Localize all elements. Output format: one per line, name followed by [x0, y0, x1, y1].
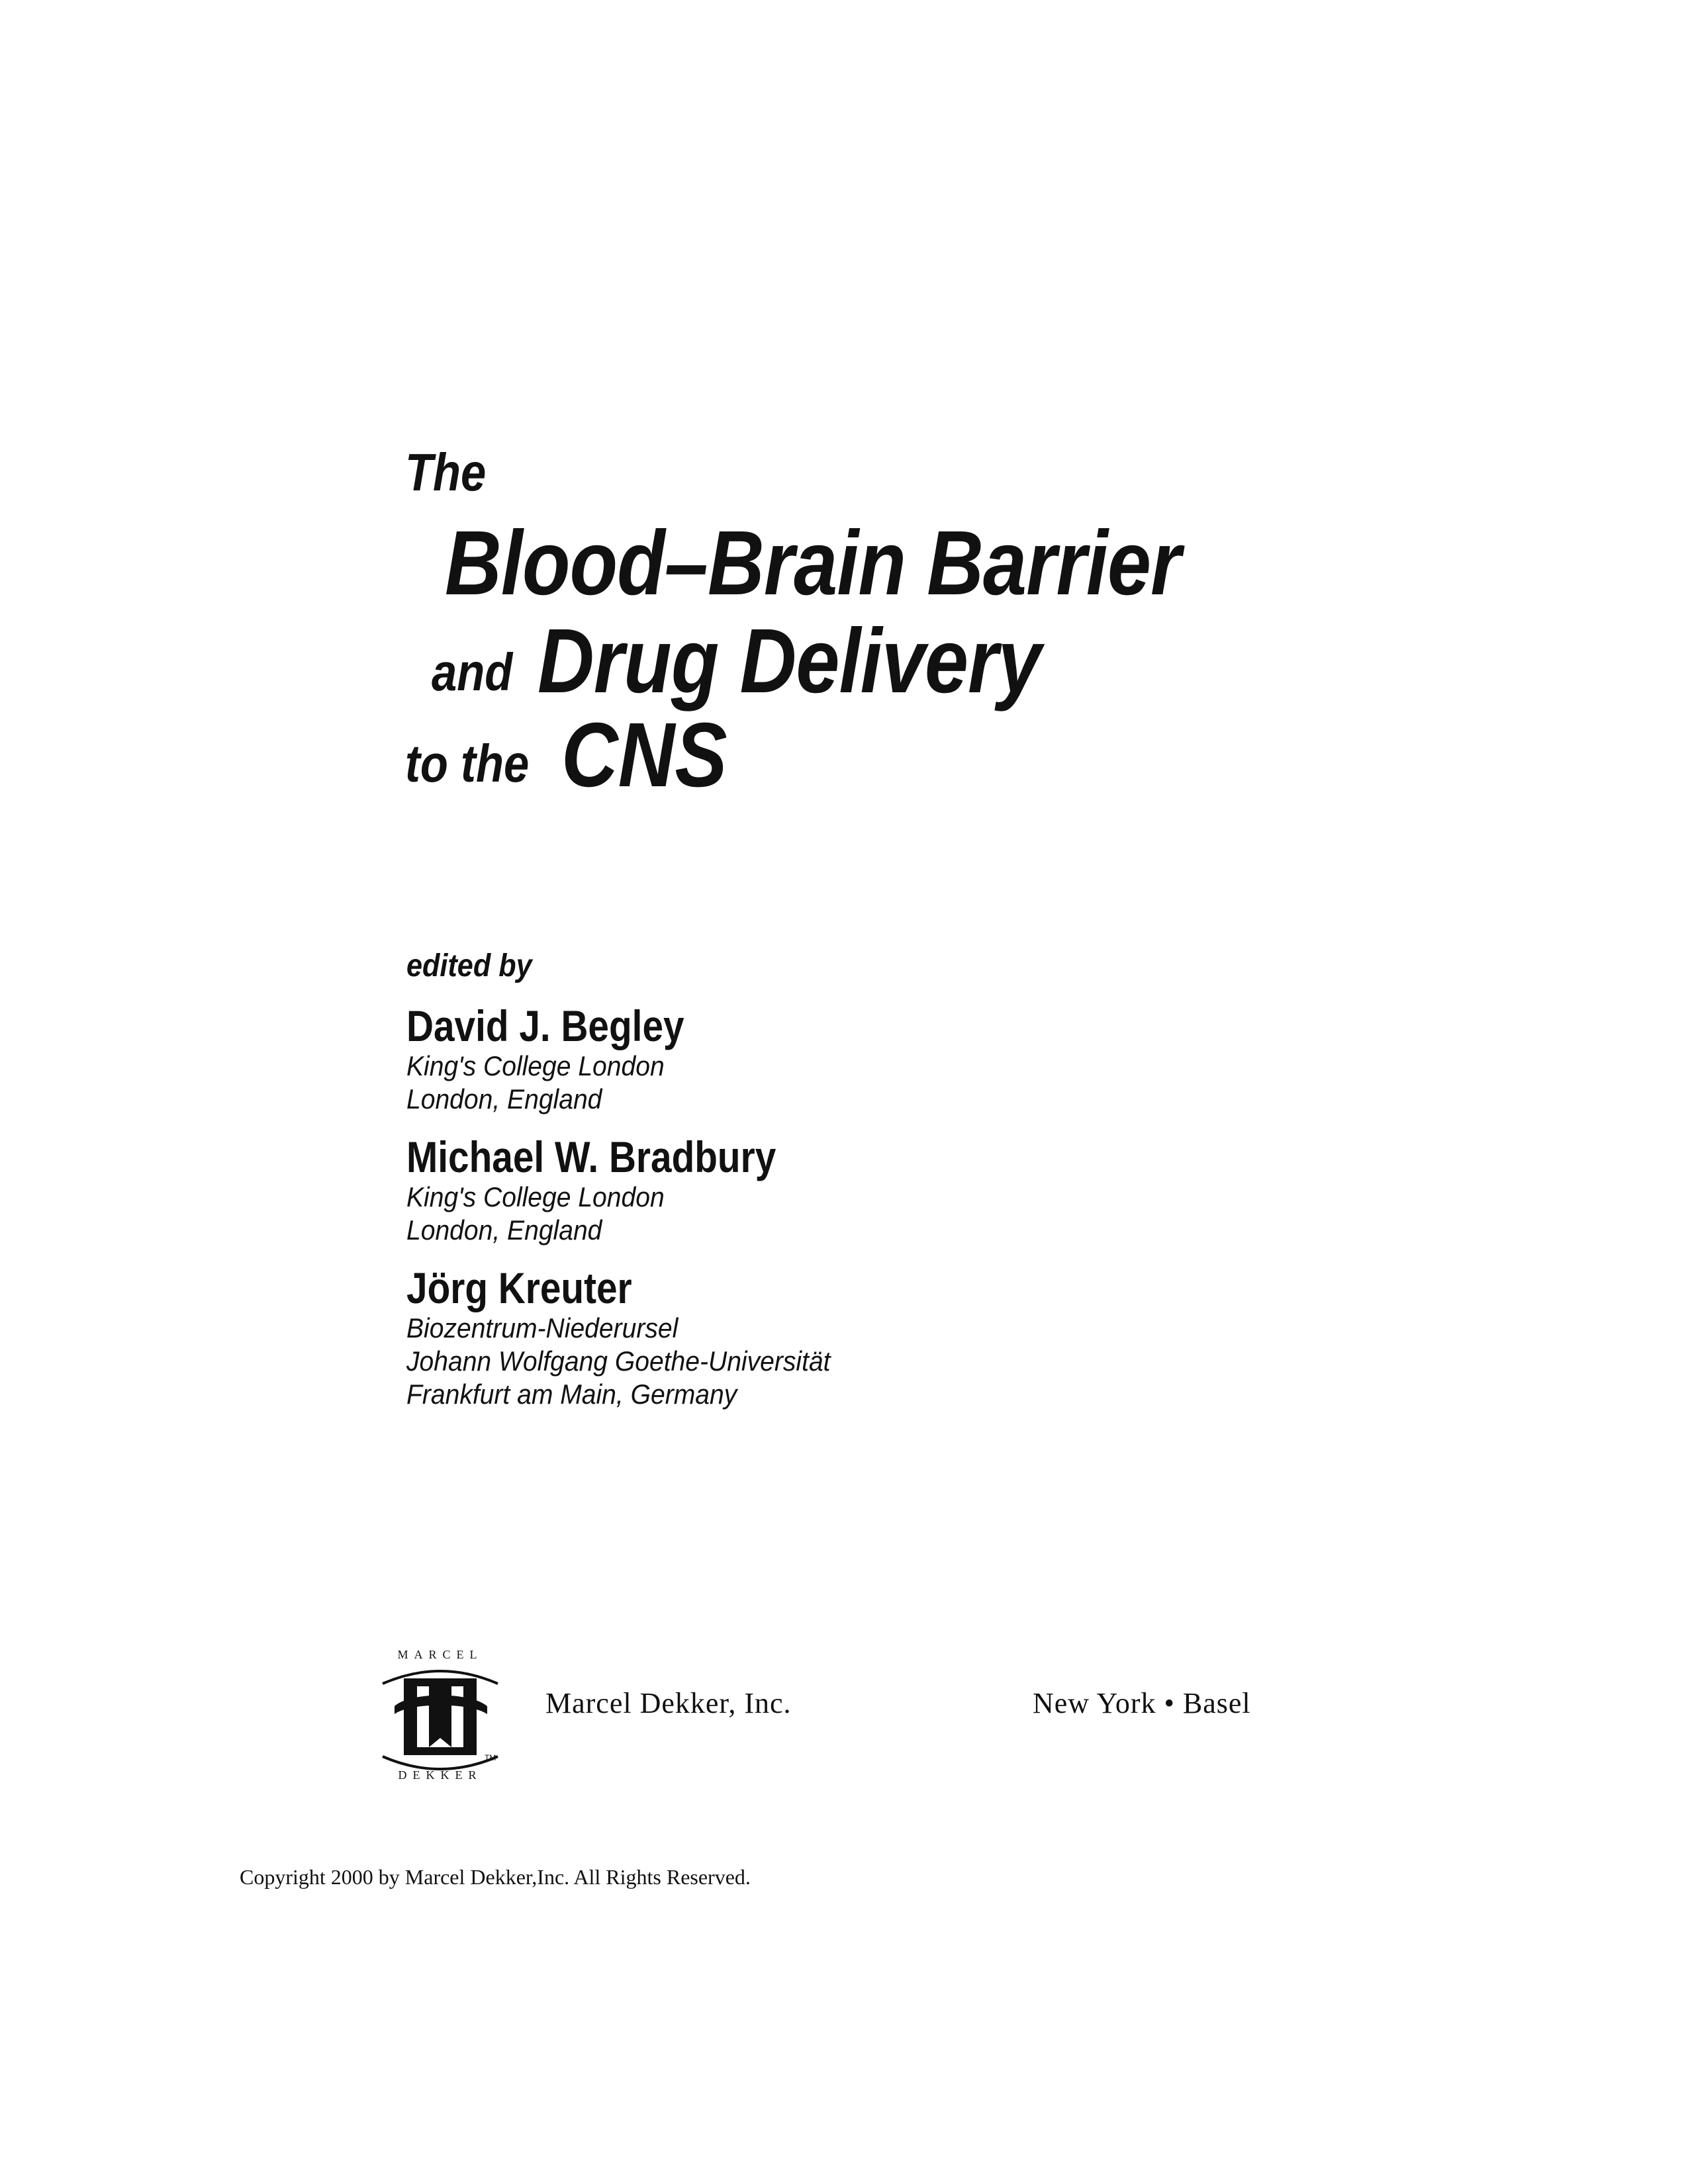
editor-block	[406, 1133, 836, 1247]
copyright-notice: Copyright 2000 by Marcel Dekker,Inc. All Rights Reserved.	[240, 1865, 751, 1889]
title-cns: CNS	[561, 704, 727, 806]
svg-text:DEKKER: DEKKER	[398, 1768, 483, 1782]
editor-block	[406, 1002, 729, 1116]
title-line-and: and	[432, 643, 513, 702]
title-drug-delivery: Drug Delivery	[538, 610, 1041, 712]
title-main: Blood–Brain Barrier	[445, 512, 1181, 614]
svg-text:MARCEL: MARCEL	[397, 1648, 483, 1661]
publisher-name: Marcel Dekker, Inc.	[545, 1687, 792, 1719]
editor-name: Jörg Kreuter	[406, 1263, 632, 1312]
editor-name: Michael W. Bradbury	[406, 1132, 776, 1181]
editor-affiliation-line: Johann Wolfgang Goethe-Universität	[406, 1345, 831, 1377]
publisher-cities: New York • Basel	[1033, 1687, 1251, 1719]
svg-text:TM: TM	[485, 1753, 496, 1762]
editor-affiliation-line: King's College London	[406, 1050, 665, 1081]
title-line-the: The	[405, 443, 487, 502]
title-line-to-the: to the	[405, 734, 530, 793]
editor-affiliation-line: London, England	[406, 1214, 602, 1246]
editor-affiliation-line: London, England	[406, 1083, 602, 1115]
editor-affiliation-line: Frankfurt am Main, Germany	[406, 1379, 737, 1410]
editor-affiliation-line: Biozentrum-Niederursel	[406, 1312, 679, 1343]
editor-name: David J. Begley	[406, 1001, 684, 1050]
edited-by-label: edited by	[406, 948, 532, 983]
editor-affiliation-line: King's College London	[406, 1181, 665, 1212]
marcel-dekker-logo	[371, 1644, 510, 1783]
publisher-logo-icon	[371, 1644, 510, 1783]
editor-block	[406, 1264, 863, 1411]
